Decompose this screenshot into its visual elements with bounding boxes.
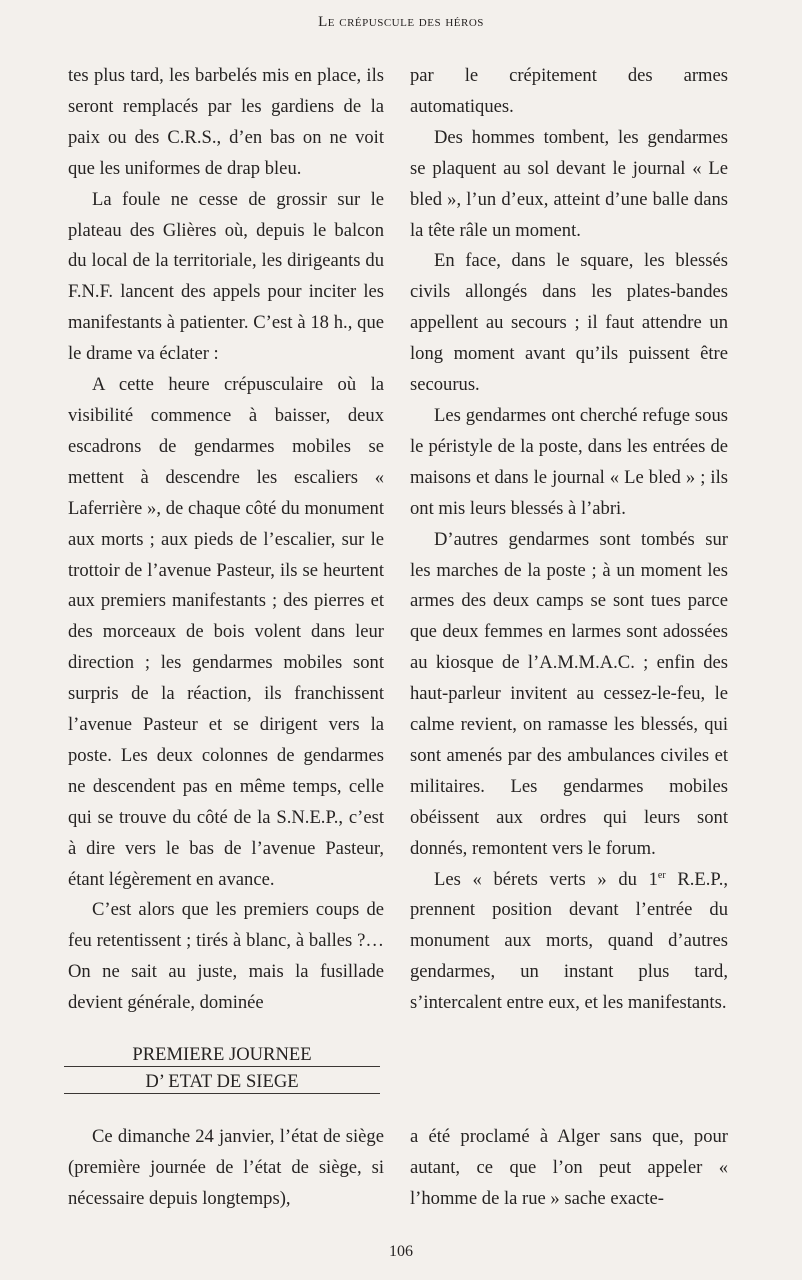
bottom-left-text xyxy=(68,1122,384,1215)
paragraph xyxy=(410,865,728,1020)
heading-rule xyxy=(64,1066,380,1067)
section-heading-line1: PREMIERE JOURNEE xyxy=(132,1044,312,1065)
right-text-column xyxy=(410,61,728,1019)
paragraph: tes plus tard, les barbelés mis en place, ils seront remplacés par les gardiens de la paix ou des C.R.S., d’en bas on ne voit que les uniformes de drap bleu. xyxy=(68,65,384,179)
superscript: er xyxy=(657,869,666,881)
paragraph: Ce dimanche 24 janvier, l’état de siège (première journée de l’état de siège, si nécessaire depuis longtemps), xyxy=(68,1126,384,1209)
paragraph: Les gendarmes ont cherché refuge sous le péristyle de la poste, dans les entrées de maisons et dans le journal « Le bled » ; ils ont mis leurs blessés à l’abri. xyxy=(410,404,728,519)
paragraph: a été proclamé à Alger sans que, pour autant, ce que l’on peut appeler « l’homme de la rue » sache exacte- xyxy=(410,1126,728,1209)
paragraph: A cette heure crépusculaire où la visibilité commence à baisser, deux escadrons de gendarmes mobiles se mettent à descendre les escaliers « Laferrière », de chaque côté du monument aux morts ; aux pieds de l’escalier, sur le trottoir de l’avenue Pasteur, ils se heurtent aux premiers manifestants ; des pierres et des morceaux de bois volent dans leur direction ; les gendarmes mobiles sont surpris de la réaction, ils franchissent l’avenue Pasteur et se dirigent vers la poste. Les deux colonnes de gendarmes ne descendent pas en même temps, celle qui se trouve du côté de la S.N.E.P., c’est à dire vers le bas de l’avenue Pasteur, étant légèrement en avance. xyxy=(68,374,384,890)
bottom-right-text xyxy=(410,1122,728,1215)
running-head: Le crépuscule des héros xyxy=(318,14,484,30)
paragraph: D’autres gendarmes sont tombés sur les marches de la poste ; à un moment les armes des deux camps se sont tues parce que deux femmes en larmes sont adossées au kiosque de l’A.M.M.A.C. ; enfin des haut-parleur invitent au cessez-le-feu, le calme revient, on ramasse les blessés, qui sont amenés par des ambulances civiles et militaires. Les gendarmes mobiles obéissent aux ordres qui leurs sont donnés, remontent vers le forum. xyxy=(410,528,728,859)
section-heading-line2: D’ ETAT DE SIEGE xyxy=(145,1071,299,1092)
paragraph: Des hommes tombent, les gendarmes se plaquent au sol devant le journal « Le bled », l’un d’eux, atteint d’une balle dans la tête râle un moment. xyxy=(410,126,728,241)
paragraph-text: R.E.P., prennent position devant l’entrée du monument aux morts, quand d’autres gendarmes, un instant plus tard, s’intercalent entre eux, et les manifestants. xyxy=(410,868,729,1014)
paragraph: La foule ne cesse de grossir sur le plateau des Glières où, depuis le balcon du local de la territoriale, les dirigeants du F.N.F. lancent des appels pour inciter les manifestants à patienter. C’est à 18 h., que le drame va éclater : xyxy=(68,188,384,365)
paragraph: En face, dans le square, les blessés civils allongés dans les plates-bandes appellent au secours ; il faut attendre un long moment avant qu’ils puissent être secourus. xyxy=(410,250,728,396)
paragraph-text: Les « bérets verts » du 1 xyxy=(434,868,658,890)
heading-rule xyxy=(64,1093,380,1094)
paragraph: par le crépitement des armes automatiques. xyxy=(410,65,728,117)
page-number: 106 xyxy=(389,1243,413,1260)
paragraph: C’est alors que les premiers coups de feu retentissent ; tirés à blanc, à balles ?… On ne sait au juste, mais la fusillade devient générale, dominée xyxy=(68,899,384,1014)
left-text-column xyxy=(68,61,384,1019)
